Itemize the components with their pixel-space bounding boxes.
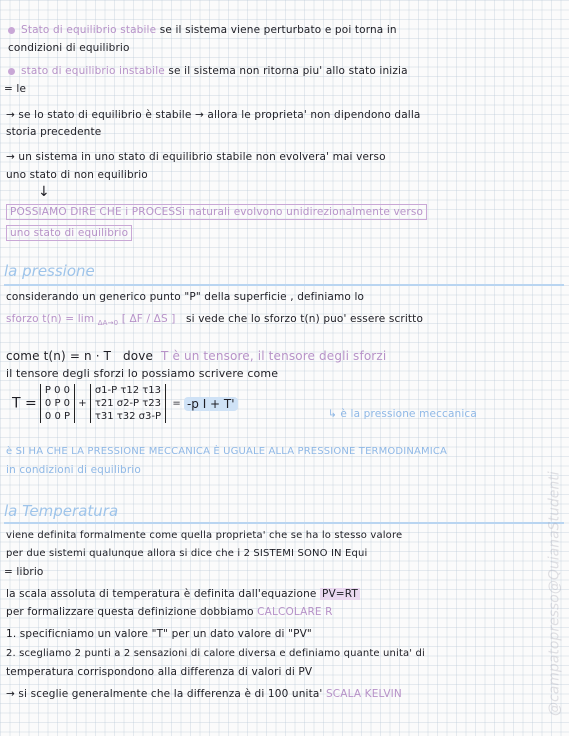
temperatura-line-2: per due sistemi qualunque allora si dice che i 2 SISTEMI SONO IN Equi — [6, 548, 368, 559]
calcolare-r: CALCOLARE R — [257, 606, 333, 618]
note2-line-a: → un sistema in uno stato di equilibrio stabile non evolvera' mai verso — [6, 151, 386, 163]
bullet-icon — [8, 27, 15, 34]
note1-part-d: storia precedente — [6, 126, 102, 138]
note2-line-b: uno stato di non equilibrio — [6, 169, 148, 181]
step-2b: temperatura corrispondono alla differenza di valori di PV — [6, 666, 313, 678]
matrix-row: 0 0 P — [44, 411, 71, 422]
temperatura-line-1: viene definita formalmente come quella proprieta' che se ha lo stesso valore — [6, 530, 403, 541]
unstable-equilibrium-line — [8, 65, 408, 77]
stable-term: Stato di equilibrio stabile — [21, 24, 157, 36]
conclusion-box-2 — [6, 227, 132, 239]
matrix-row: τ31 τ32 σ3-P — [94, 411, 161, 422]
matrix-row: 0 P 0 — [44, 398, 71, 409]
unstable-term: stato di equilibrio instabile — [21, 65, 165, 77]
stress-tensor-equation — [12, 384, 238, 423]
conclusion-line-2: uno stato di equilibrio — [6, 225, 132, 241]
unstable-text-cont: = le — [4, 83, 27, 95]
step-3-text: → si sceglie generalmente che la differenza è di 100 unita' — [6, 688, 323, 700]
bullet-icon — [8, 68, 15, 75]
stable-equilibrium-line — [8, 24, 397, 36]
pressione-line-2 — [6, 313, 423, 327]
step-2a: 2. scegliamo 2 punti a 2 sensazioni di calore diversa e definiamo quante unita' di — [6, 648, 425, 659]
conclusion-box — [6, 206, 427, 218]
section-rule — [4, 284, 564, 286]
pressione-line-4: il tensore degli sforzi lo possiamo scrivere come — [6, 367, 279, 380]
watermark: @campatopresso@QuianaStudenti — [547, 471, 563, 716]
equation-lhs: T = — [12, 395, 37, 412]
note-stable-properties — [6, 109, 421, 121]
pressione-heading: la pressione — [4, 262, 95, 280]
stable-text: se il sistema viene perturbato e poi torna in — [159, 24, 397, 36]
stress-fraction: [ ΔF / ΔS ] — [121, 313, 176, 325]
absolute-scale-text: la scala assoluta di temperatura è definita dall'equazione — [6, 588, 317, 600]
pressione-conclusion-2: in condizioni di equilibrio — [6, 464, 141, 476]
pressure-matrix — [40, 384, 75, 423]
equation-equals: = — [172, 398, 181, 409]
limit-subscript: ΔA→0 — [97, 319, 119, 328]
formalize-text: per formalizzare questa definizione dobbiamo — [6, 606, 254, 618]
tensor-relation: come t(n) = n · T — [6, 349, 112, 363]
stress-note: si vede che lo sforzo t(n) puo' essere scritto — [186, 313, 424, 325]
ideal-gas-equation: PV=RT — [321, 588, 358, 600]
pressione-line-1: considerando un generico punto "P" della superficie , definiamo lo — [6, 291, 365, 303]
temperatura-line-3: = librio — [4, 566, 44, 578]
equation-plus: + — [78, 398, 87, 409]
pressione-conclusion-1: è SI HA CHE LA PRESSIONE MECCANICA È UGUALE ALLA PRESSIONE TERMODINAMICA — [6, 446, 447, 457]
conclusion-line-1: POSSIAMO DIRE CHE i PROCESSi naturali evolvono unidirezionalmente verso — [6, 204, 427, 220]
pressione-line-3 — [6, 349, 386, 363]
deviatoric-matrix — [90, 384, 166, 423]
matrix-row: τ21 σ2-P τ23 — [94, 398, 161, 409]
tensor-note: T è un tensore, il tensore degli sforzi — [161, 349, 387, 363]
pressure-note: ↳ è la pressione meccanica — [328, 408, 477, 420]
equation-rhs: -p I + T' — [184, 397, 238, 411]
stress-definition: sforzo t(n) = lim — [6, 313, 95, 325]
stable-text-cont: condizioni di equilibrio — [8, 42, 130, 54]
temperatura-line-5 — [6, 606, 333, 618]
step-1: 1. specificniamo un valore "T" per un dato valore di "PV" — [6, 628, 312, 640]
temperatura-heading: la Temperatura — [4, 502, 119, 520]
dove-label: dove — [123, 349, 154, 363]
down-arrow-icon: ↓ — [38, 184, 50, 200]
note1-part-a: → se lo stato di equilibrio — [6, 109, 142, 121]
kelvin-scale: SCALA KELVIN — [325, 688, 402, 700]
unstable-text: se il sistema non ritorna piu' allo stato inizia — [168, 65, 408, 77]
section-rule — [4, 522, 564, 524]
step-3 — [6, 688, 402, 700]
note1-part-b: è stabile — [145, 109, 192, 121]
matrix-row: P 0 0 — [44, 385, 71, 396]
matrix-row: σ1-P τ12 τ13 — [94, 385, 161, 396]
temperatura-line-4 — [6, 588, 360, 600]
note1-part-c: → allora le proprieta' non dipendono dalla — [194, 109, 421, 121]
